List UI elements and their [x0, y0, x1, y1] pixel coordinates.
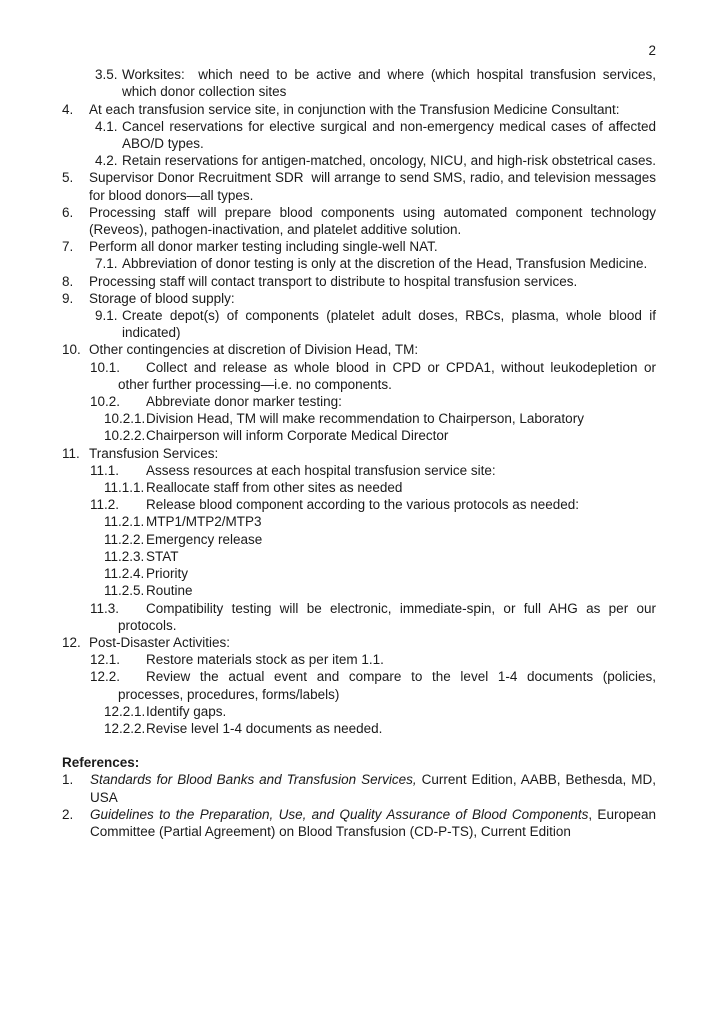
- list-item: [62, 101, 656, 118]
- list-item: [62, 582, 656, 599]
- list-item-number: 12.: [62, 634, 81, 650]
- list-item-number: 11.: [62, 445, 80, 461]
- reference-title: Guidelines to the Preparation, Use, and Quality Assurance of Blood Components: [90, 806, 589, 822]
- references-heading: References:: [62, 755, 140, 771]
- list-item-number: 12.1.: [90, 652, 121, 668]
- list-item: [62, 634, 656, 651]
- list-item-number: 11.2.2.: [104, 531, 145, 547]
- page-number: 2: [648, 43, 656, 58]
- list-item-number: 11.2.3.: [104, 548, 145, 564]
- list-item-text: At each transfusion service site, in conjunction with the Transfusion Medicine Consultant:: [89, 101, 620, 117]
- list-item: [62, 462, 656, 479]
- list-item: [62, 359, 656, 393]
- list-item: [62, 273, 656, 290]
- list-item-text: Worksites: which need to be active and where (which hospital transfusion services, which donor collection sites: [122, 67, 656, 100]
- list-item-text: Revise level 1-4 documents as needed.: [146, 720, 383, 736]
- list-item-text: Supervisor Donor Recruitment SDR will arrange to send SMS, radio, and television messages for blood donors—all types.: [89, 170, 656, 203]
- list-item-number: 7.1.: [95, 256, 118, 272]
- list-item-number: 11.2.4.: [104, 566, 145, 582]
- list-item-number: 11.1.1.: [104, 480, 145, 496]
- list-item-text: Transfusion Services:: [89, 445, 219, 461]
- list-item-number: 4.: [62, 101, 74, 117]
- list-item-number: 9.1.: [95, 308, 118, 324]
- list-item-text: Other contingencies at discretion of Division Head, TM:: [89, 342, 419, 358]
- list-item-text: Processing staff will contact transport to distribute to hospital transfusion services.: [89, 273, 578, 289]
- list-item: [62, 169, 656, 203]
- list-item-text: Assess resources at each hospital transfusion service site:: [146, 462, 496, 478]
- list-item-number: 6.: [62, 204, 74, 220]
- list-item: [62, 651, 656, 668]
- list-item: [62, 290, 656, 307]
- list-item-text: Abbreviation of donor testing is only at the discretion of the Head, Transfusion Medicine.: [122, 256, 648, 272]
- list-item-text: Reallocate staff from other sites as needed: [146, 480, 403, 496]
- list-item-number: 4.1.: [95, 118, 118, 134]
- list-item-number: 3.5.: [95, 67, 118, 83]
- list-item: [62, 341, 656, 358]
- list-item-number: 5.: [62, 170, 74, 186]
- list-item-number: 4.2.: [95, 153, 118, 169]
- list-item-number: 10.2.2.: [104, 428, 146, 444]
- list-item-text: Release blood component according to the various protocols as needed:: [146, 497, 580, 513]
- list-item-number: 10.2.1.: [104, 411, 146, 427]
- list-item: [62, 410, 656, 427]
- list-item-text: Compatibility testing will be electronic, immediate-spin, or full AHG as per our protocols.: [118, 600, 656, 633]
- reference-item: [62, 806, 656, 840]
- list-item-text: MTP1/MTP2/MTP3: [146, 514, 262, 530]
- list-item-text: Cancel reservations for elective surgical and non-emergency medical cases of affected ABO/D types.: [122, 118, 656, 152]
- list-item: [62, 513, 656, 530]
- list-item-text: Chairperson will inform Corporate Medical Director: [146, 428, 449, 444]
- references-list: [62, 771, 656, 840]
- list-item: [62, 255, 656, 272]
- list-item-text: Routine: [146, 583, 193, 599]
- list-item-text: Division Head, TM will make recommendation to Chairperson, Laboratory: [146, 411, 584, 427]
- list-item-text: Collect and release as whole blood in CPD or CPDA1, without leukodepletion or other further processing—i.e. no components.: [118, 359, 656, 392]
- list-item: [62, 703, 656, 720]
- list-item-number: 10.1.: [90, 359, 121, 375]
- reference-number: 2.: [62, 806, 74, 822]
- list-item: [62, 479, 656, 496]
- list-item-text: Restore materials stock as per item 1.1.: [146, 652, 384, 668]
- list-item-number: 9.: [62, 290, 74, 306]
- list-item: [62, 496, 656, 513]
- list-item-text: Identify gaps.: [146, 703, 227, 719]
- list-item-number: 12.2.: [90, 669, 121, 685]
- list-item: [62, 238, 656, 255]
- list-item: [62, 531, 656, 548]
- list-item-number: 11.1.: [90, 462, 120, 478]
- list-item-number: 11.2.: [90, 497, 120, 513]
- reference-title: Standards for Blood Banks and Transfusion Services,: [90, 772, 417, 788]
- list-item-number: 8.: [62, 273, 74, 289]
- list-item-text: Create depot(s) of components (platelet adult doses, RBCs, plasma, whole blood if indicated): [122, 308, 656, 341]
- list-item: [62, 548, 656, 565]
- list-item: [62, 152, 656, 169]
- list-item-text: Retain reservations for antigen-matched, oncology, NICU, and high-risk obstetrical cases.: [122, 153, 657, 169]
- reference-number: 1.: [62, 772, 74, 788]
- list-item-text: Perform all donor marker testing including single-well NAT.: [89, 239, 438, 255]
- list-item-text: Post-Disaster Activities:: [89, 634, 231, 650]
- list-item: [62, 668, 656, 702]
- list-item-number: 11.2.1.: [104, 514, 145, 530]
- list-item: [62, 600, 656, 634]
- list-item: [62, 66, 656, 100]
- list-item-number: 7.: [62, 239, 74, 255]
- list-item-number: 11.3.: [90, 600, 120, 616]
- list-item-text: Storage of blood supply:: [89, 290, 235, 306]
- list-item: [62, 720, 656, 737]
- reference-detail: Current Edition, AABB, Bethesda, MD, USA: [90, 772, 656, 805]
- list-item-text: Processing staff will prepare blood components using automated component technology (Reveos), pathogen-inactivation, and platelet additive solution.: [89, 204, 656, 238]
- list-item: [62, 307, 656, 341]
- list-item: [62, 445, 656, 462]
- numbered-list: [62, 66, 656, 737]
- list-item-number: 12.2.2.: [104, 720, 146, 736]
- list-item: [62, 565, 656, 582]
- list-item: [62, 118, 656, 152]
- list-item-text: Priority: [146, 566, 189, 582]
- list-item: [62, 393, 656, 410]
- list-item-text: STAT: [146, 548, 179, 564]
- list-item: [62, 427, 656, 444]
- list-item-number: 12.2.1.: [104, 703, 146, 719]
- reference-detail: , European Committee (Partial Agreement) on Blood Transfusion (CD-P-TS), Current Edition: [90, 806, 656, 839]
- list-item-number: 10.2.: [90, 394, 121, 410]
- list-item-text: Review the actual event and compare to the level 1-4 documents (policies, processes, procedures, forms/labels): [118, 669, 656, 702]
- list-item-number: 10.: [62, 342, 81, 358]
- list-item-text: Emergency release: [146, 531, 263, 547]
- reference-item: [62, 771, 656, 805]
- list-item: [62, 204, 656, 238]
- references-section: [62, 754, 656, 840]
- list-item-number: 11.2.5.: [104, 583, 145, 599]
- list-item-text: Abbreviate donor marker testing:: [146, 394, 342, 410]
